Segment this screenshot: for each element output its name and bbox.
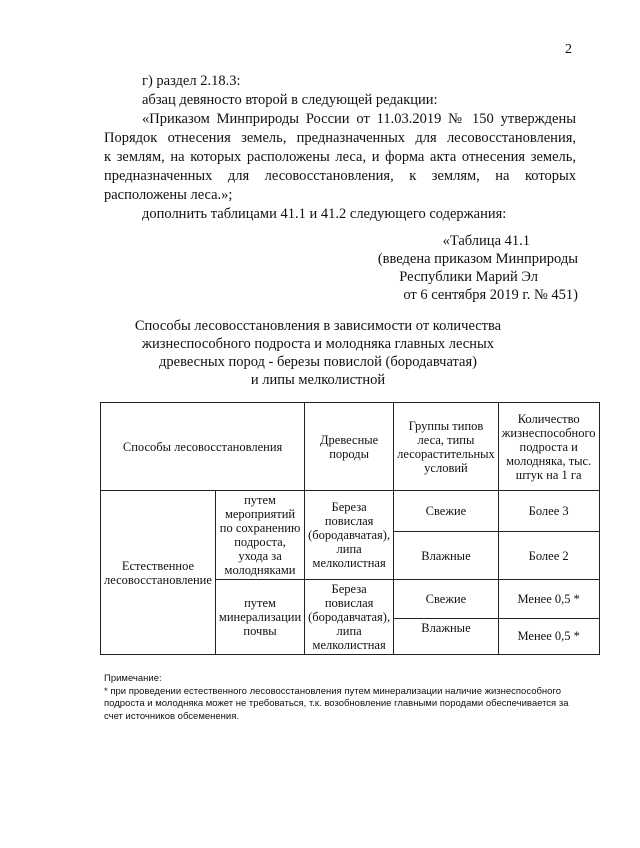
table-caption-number: «Таблица 41.1	[442, 233, 530, 249]
intro-para-line-4: предназначенных для лесовосстановления, к землям, на которых	[104, 168, 576, 184]
table-row	[101, 491, 600, 532]
page-number: 2	[565, 42, 572, 57]
table-caption	[378, 232, 578, 304]
intro-line-1: г) раздел 2.18.3:	[142, 73, 241, 89]
intro-para-line-3: к землям, на которых расположены леса, и форма акта отнесения земель,	[104, 149, 576, 165]
header-methods: Способы лесовосстановления	[101, 403, 305, 491]
table-title-line-2: жизнеспособного подроста и молодняка главных лесных	[142, 336, 494, 352]
table-title	[0, 317, 638, 389]
intro-para-line-1: «Приказом Минприроды России от 11.03.2019 № 150 утверждены	[142, 111, 576, 127]
table-title-line-4: и липы мелколистной	[250, 372, 386, 388]
quantity-cell: Менее 0,5 *	[498, 618, 599, 654]
species-cell: Береза повислая (бородавчатая), липа мелколистная	[305, 580, 394, 655]
method-cell: путем минерализации почвы	[215, 580, 304, 655]
intro-para-line-2: Порядок отнесения земель, предназначенных для лесовосстановления,	[104, 130, 576, 146]
intro-line-2: абзац девяносто второй в следующей редакции:	[142, 92, 438, 108]
forest-type-cell: Влажные	[394, 618, 499, 654]
forest-type-cell: Влажные	[394, 532, 499, 580]
header-quantity: Количество жизнеспособного подроста и молодняка, тыс. штук на 1 га	[498, 403, 599, 491]
footnote	[104, 673, 584, 723]
header-forest-types: Группы типов леса, типы лесорастительных условий	[394, 403, 499, 491]
forest-type-cell: Свежие	[394, 580, 499, 619]
species-cell: Береза повислая (бородавчатая), липа мелколистная	[305, 491, 394, 580]
quantity-cell: Более 3	[498, 491, 599, 532]
quantity-cell: Более 2	[498, 532, 599, 580]
methods-table	[100, 402, 600, 655]
table-caption-line-3: Республики Марий Эл	[399, 269, 538, 285]
footnote-label: Примечание:	[104, 673, 162, 684]
table-caption-line-2: (введена приказом Минприроды	[377, 251, 578, 267]
quantity-cell: Менее 0,5 *	[498, 580, 599, 619]
table-title-line-1: Способы лесовосстановления в зависимости от количества	[134, 318, 502, 334]
intro-para-line-5: расположены леса.»;	[104, 187, 233, 203]
header-species: Древесные породы	[305, 403, 394, 491]
footnote-text: * при проведении естественного лесовосстановления путем минерализации наличие жизнеспособного подроста и молодняка может не требоваться, т.к. возобновление главными породами обеспечивается за счет источников обсеменения.	[104, 685, 569, 722]
intro-line-3: дополнить таблицами 41.1 и 41.2 следующего содержания:	[142, 206, 507, 222]
table-caption-line-4: от 6 сентября 2019 г. № 451)	[403, 287, 578, 303]
method-cell: путем мероприятий по сохранению подроста, ухода за молодняками	[215, 491, 304, 580]
table-title-line-3: древесных пород - березы повислой (бородавчатая)	[159, 354, 477, 370]
forest-type-cell: Свежие	[394, 491, 499, 532]
table-header-row	[101, 403, 600, 491]
natural-regeneration-cell: Естественное лесовосстановление	[101, 491, 216, 655]
